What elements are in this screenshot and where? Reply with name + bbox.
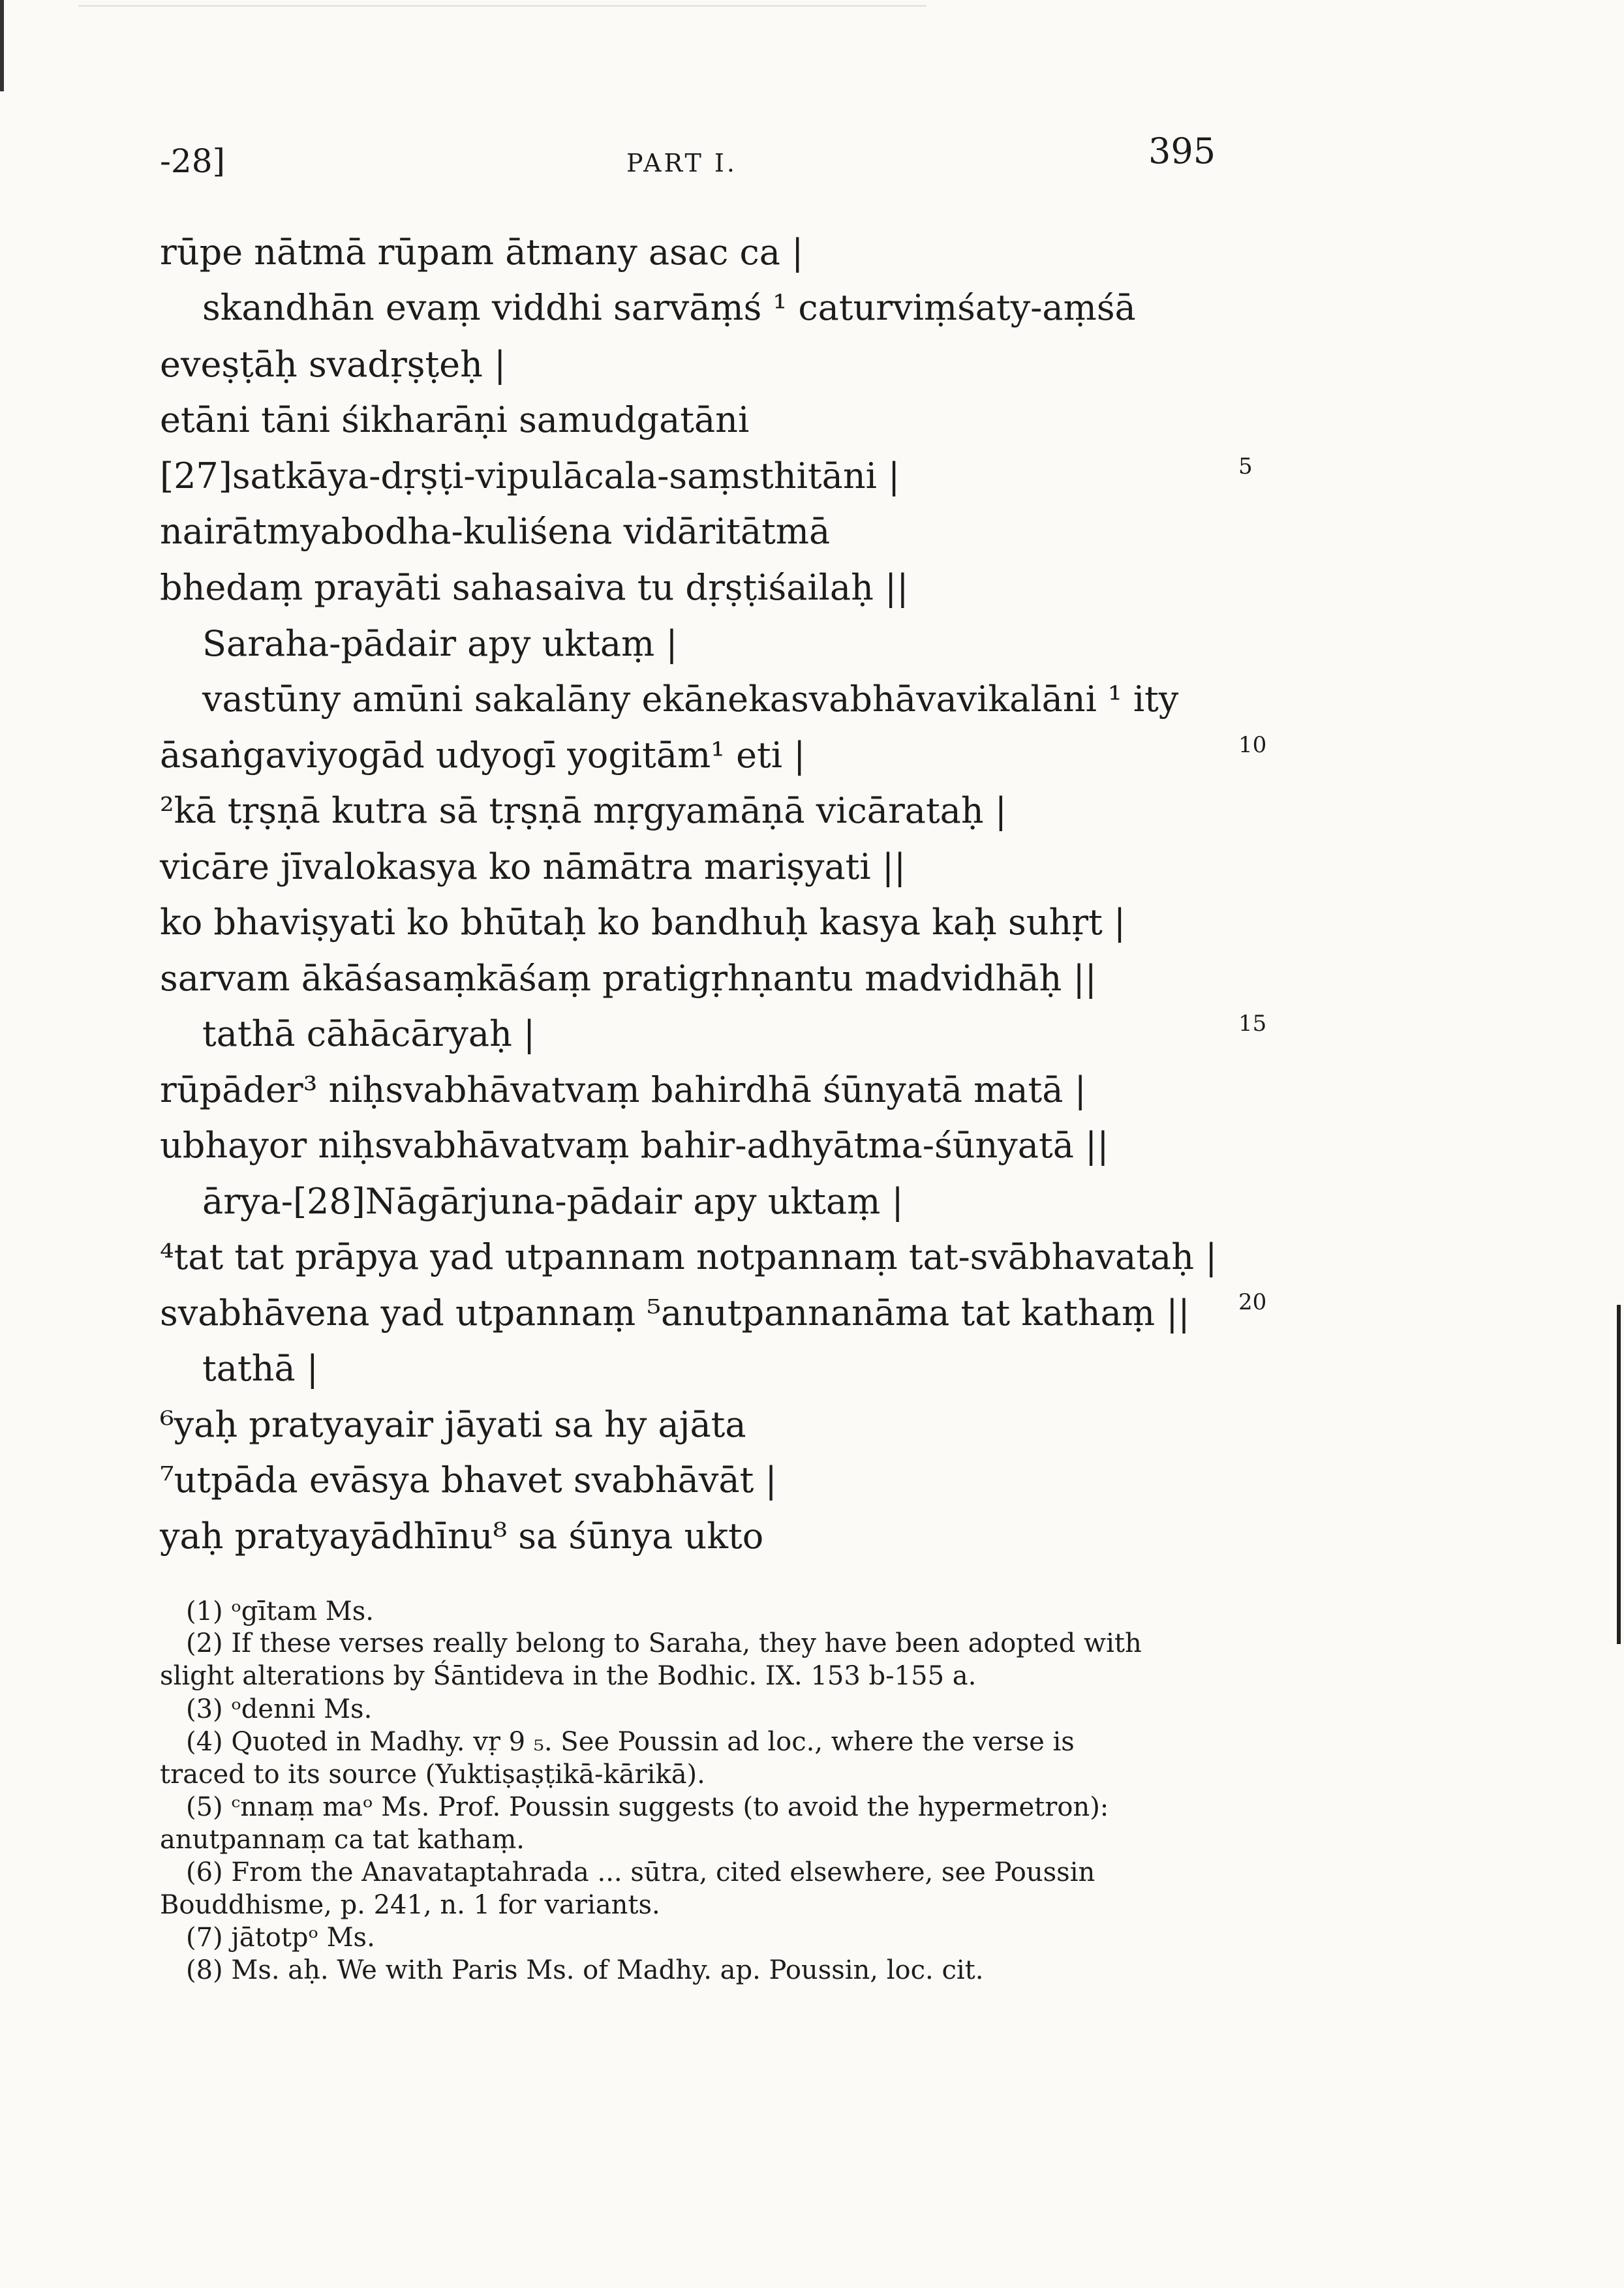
- running-head-section: -28]: [160, 142, 226, 180]
- text-line: tathā |: [202, 1348, 318, 1389]
- page-top-rule: [78, 5, 927, 7]
- text-line: eveṣṭāḥ svadṛṣṭeḥ |: [160, 344, 506, 385]
- text-line: [27]satkāya-dṛṣṭi-vipulācala-saṃsthitāni |: [160, 455, 900, 496]
- footnote: (7) jātotpᵒ Ms.: [186, 1923, 375, 1953]
- text-line: svabhāvena yad utpannaṃ ⁵anutpannanāma tat kathaṃ ||: [160, 1292, 1190, 1334]
- running-head-title: PART I.: [626, 149, 737, 177]
- text-line: ²kā tṛṣṇā kutra sā tṛṣṇā mṛgyamāṇā vicārataḥ |: [160, 790, 1007, 831]
- text-line: ko bhaviṣyati ko bhūtaḥ ko bandhuḥ kasya kaḥ suhṛt |: [160, 902, 1126, 943]
- text-line: nairātmyabodha-kuliśena vidāritātmā: [160, 511, 831, 552]
- footnote: anutpannaṃ ca tat kathaṃ.: [160, 1825, 525, 1855]
- text-line: ⁴tat tat prāpya yad utpannam notpannaṃ tat-svābhavataḥ |: [160, 1236, 1218, 1277]
- text-line: vastūny amūni sakalāny ekānekasvabhāvavikalāni ¹ ity: [202, 679, 1179, 720]
- text-line: rūpe nātmā rūpam ātmany asac ca |: [160, 232, 804, 273]
- line-number: 20: [1238, 1289, 1267, 1315]
- text-line: ubhayor niḥsvabhāvatvaṃ bahir-adhyātma-śūnyatā ||: [160, 1125, 1109, 1166]
- footnote: (8) Ms. aḥ. We with Paris Ms. of Madhy. ap. Poussin, loc. cit.: [186, 1955, 984, 1985]
- line-number: 5: [1238, 453, 1253, 480]
- text-line: rūpāder³ niḥsvabhāvatvaṃ bahirdhā śūnyatā matā |: [160, 1069, 1086, 1110]
- footnote: (1) ᵒgītam Ms.: [186, 1596, 374, 1626]
- footnote: slight alterations by Śāntideva in the Bodhic. IX. 153 b-155 a.: [160, 1661, 977, 1691]
- page-edge-bar: [1617, 1305, 1621, 1644]
- footnote: Bouddhisme, p. 241, n. 1 for variants.: [160, 1890, 660, 1920]
- text-line: āsaṅgaviyogād udyogī yogitām¹ eti |: [160, 735, 806, 776]
- text-line: skandhān evaṃ viddhi sarvāṃś ¹ caturviṃśaty-aṃśā: [202, 287, 1136, 328]
- text-line: Saraha-pādair apy uktaṃ |: [202, 623, 678, 664]
- line-number: 10: [1238, 732, 1267, 758]
- text-line: etāni tāni śikharāṇi samudgatāni: [160, 399, 750, 440]
- text-line: ⁶yaḥ pratyayair jāyati sa hy ajāta: [160, 1404, 746, 1445]
- footnote: (2) If these verses really belong to Saraha, they have been adopted with: [186, 1628, 1142, 1658]
- text-line: sarvam ākāśasaṃkāśaṃ pratigṛhṇantu madvidhāḥ ||: [160, 958, 1097, 999]
- page-number: 395: [1148, 130, 1216, 172]
- line-number: 15: [1238, 1011, 1267, 1037]
- footnote: (5) ᶜnnaṃ maᵒ Ms. Prof. Poussin suggests (to avoid the hypermetron):: [186, 1792, 1109, 1822]
- text-line: yaḥ pratyayādhīnu⁸ sa śūnya ukto: [160, 1516, 764, 1557]
- text-line: bhedaṃ prayāti sahasaiva tu dṛṣṭiśailaḥ ||: [160, 567, 909, 608]
- footnote: (4) Quoted in Madhy. vṛ 9 ₅. See Poussin ad loc., where the verse is: [186, 1727, 1075, 1757]
- text-line: ⁷utpāda evāsya bhavet svabhāvāt |: [160, 1459, 777, 1501]
- text-line: vicāre jīvalokasya ko nāmātra mariṣyati ||: [160, 846, 906, 887]
- footnote: (3) ᵒdenni Ms.: [186, 1694, 373, 1724]
- footnote: traced to its source (Yuktiṣaṣṭikā-kārikā).: [160, 1760, 705, 1790]
- footnote: (6) From the Anavataptahrada ... sūtra, cited elsewhere, see Poussin: [186, 1857, 1095, 1887]
- text-line: tathā cāhācāryaḥ |: [202, 1013, 536, 1054]
- page-edge-mark: [0, 0, 4, 91]
- text-line: ārya-[28]Nāgārjuna-pādair apy uktaṃ |: [202, 1181, 904, 1222]
